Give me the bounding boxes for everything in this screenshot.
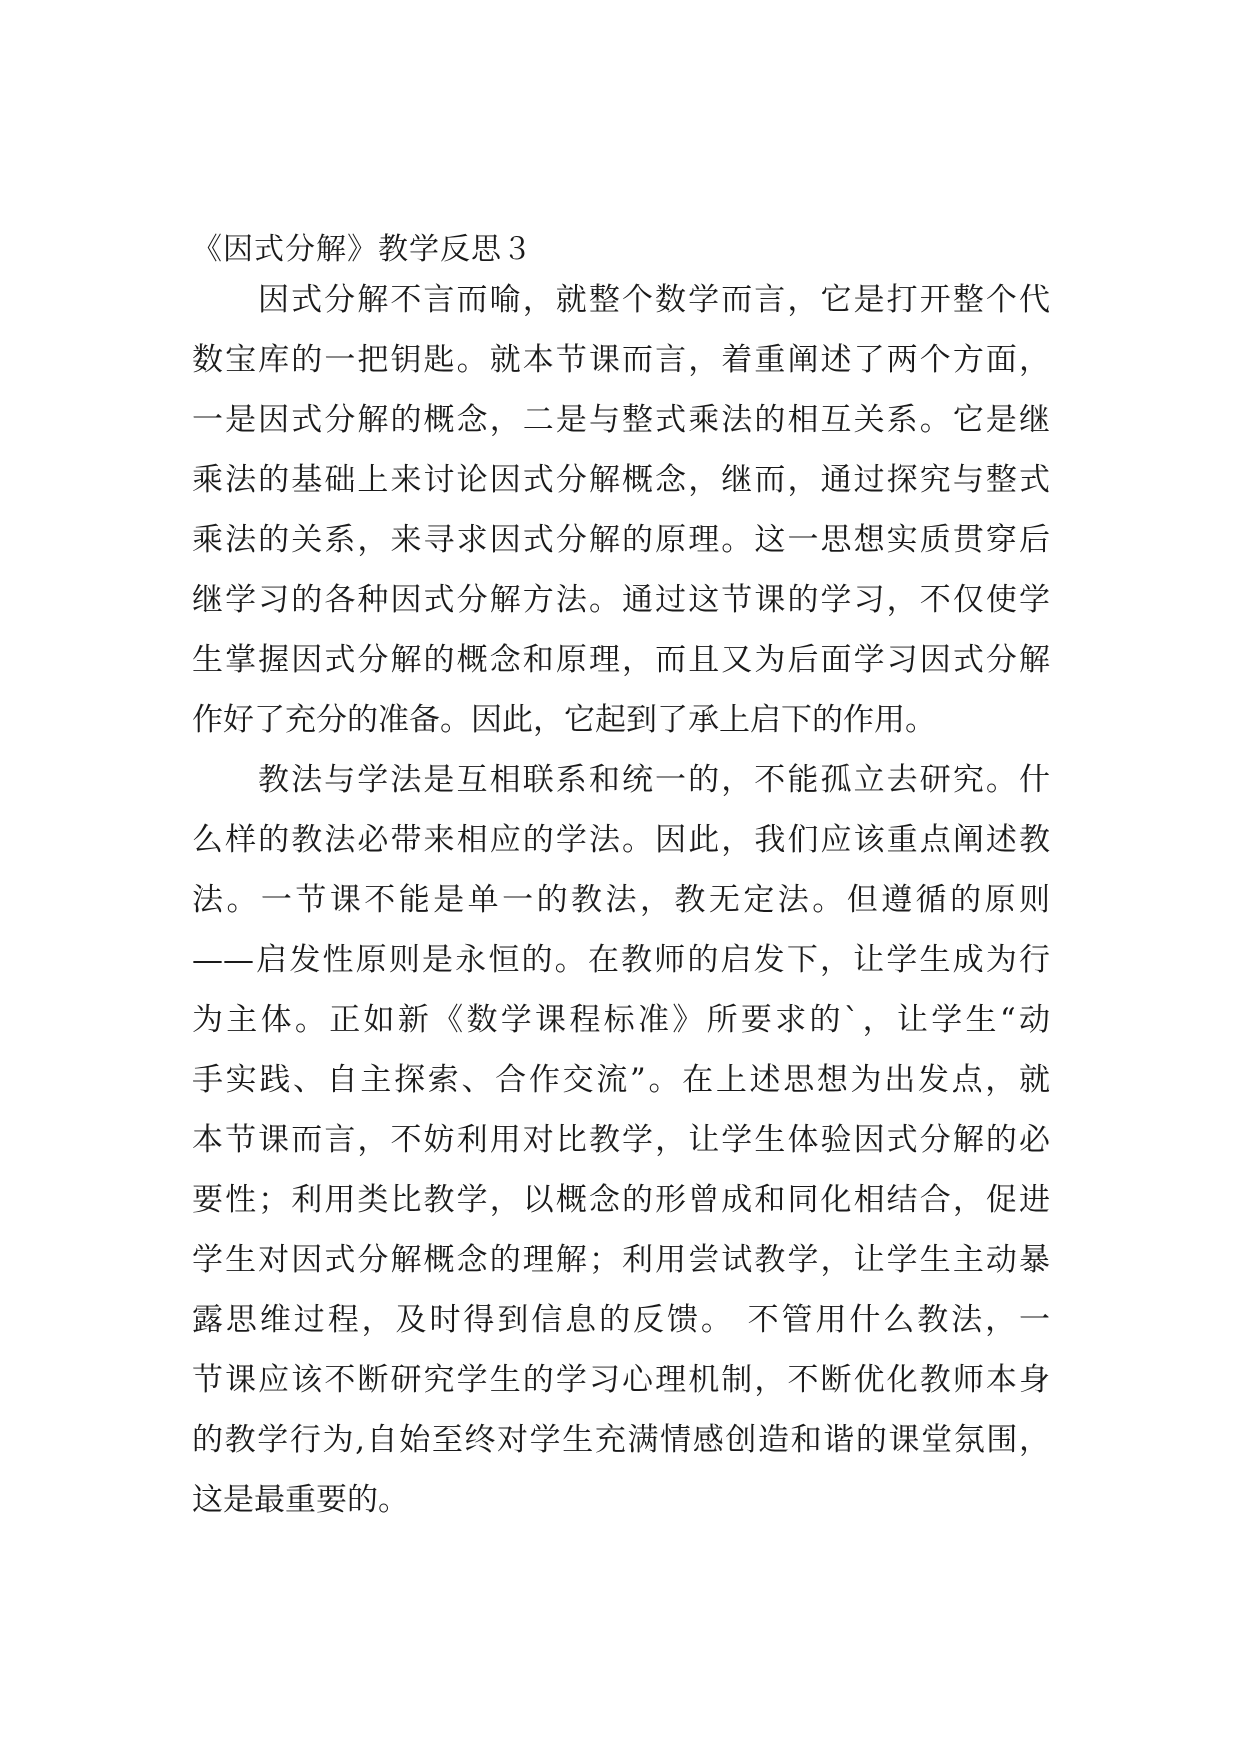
paragraph-1-line-8: 作好了充分的准备。因此，它起到了承上启下的作用。 xyxy=(192,702,936,738)
paragraph-1-line-4: 乘法的基础上来讨论因式分解概念，继而，通过探究与整式 xyxy=(192,462,1050,498)
paragraph-2-line-2: 么样的教法必带来相应的学法。因此，我们应该重点阐述教 xyxy=(192,822,1050,858)
paragraph-2-line-8: 要性；利用类比教学，以概念的形曾成和同化相结合，促进 xyxy=(192,1182,1050,1218)
paragraph-2-line-12: 的教学行为,自始至终对学生充满情感创造和谐的课堂氛围， xyxy=(192,1422,1050,1458)
paragraph-2-line-4: ——启发性原则是永恒的。在教师的启发下，让学生成为行 xyxy=(192,942,1050,978)
paragraph-2-line-10: 露思维过程，及时得到信息的反馈。 不管用什么教法，一 xyxy=(192,1302,1050,1338)
paragraph-1-line-1: 因式分解不言而喻，就整个数学而言，它是打开整个代 xyxy=(258,282,1050,318)
paragraph-2-line-5: 为主体。正如新《数学课程标准》所要求的`，让学生“动 xyxy=(192,1002,1050,1038)
document-title: 《因式分解》教学反思３ xyxy=(192,232,533,267)
paragraph-2-line-13: 这是最重要的。 xyxy=(192,1482,409,1518)
paragraph-1-line-7: 生掌握因式分解的概念和原理，而且又为后面学习因式分解 xyxy=(192,642,1050,678)
paragraph-1-line-3: 一是因式分解的概念，二是与整式乘法的相互关系。它是继 xyxy=(192,402,1050,438)
paragraph-2-line-1: 教法与学法是互相联系和统一的，不能孤立去研究。什 xyxy=(258,762,1050,798)
paragraph-2-line-11: 节课应该不断研究学生的学习心理机制，不断优化教师本身 xyxy=(192,1362,1050,1398)
paragraph-2-line-6: 手实践、自主探索、合作交流”。在上述思想为出发点，就 xyxy=(192,1062,1050,1098)
paragraph-1-line-2: 数宝库的一把钥匙。就本节课而言，着重阐述了两个方面， xyxy=(192,342,1050,378)
paragraph-2-line-3: 法。一节课不能是单一的教法，教无定法。但遵循的原则 xyxy=(192,882,1050,918)
paragraph-1-line-6: 继学习的各种因式分解方法。通过这节课的学习，不仅使学 xyxy=(192,582,1050,618)
paragraph-1-line-5: 乘法的关系，来寻求因式分解的原理。这一思想实质贯穿后 xyxy=(192,522,1050,558)
paragraph-2-line-9: 学生对因式分解概念的理解；利用尝试教学，让学生主动暴 xyxy=(192,1242,1050,1278)
paragraph-2-line-7: 本节课而言，不妨利用对比教学，让学生体验因式分解的必 xyxy=(192,1122,1050,1158)
